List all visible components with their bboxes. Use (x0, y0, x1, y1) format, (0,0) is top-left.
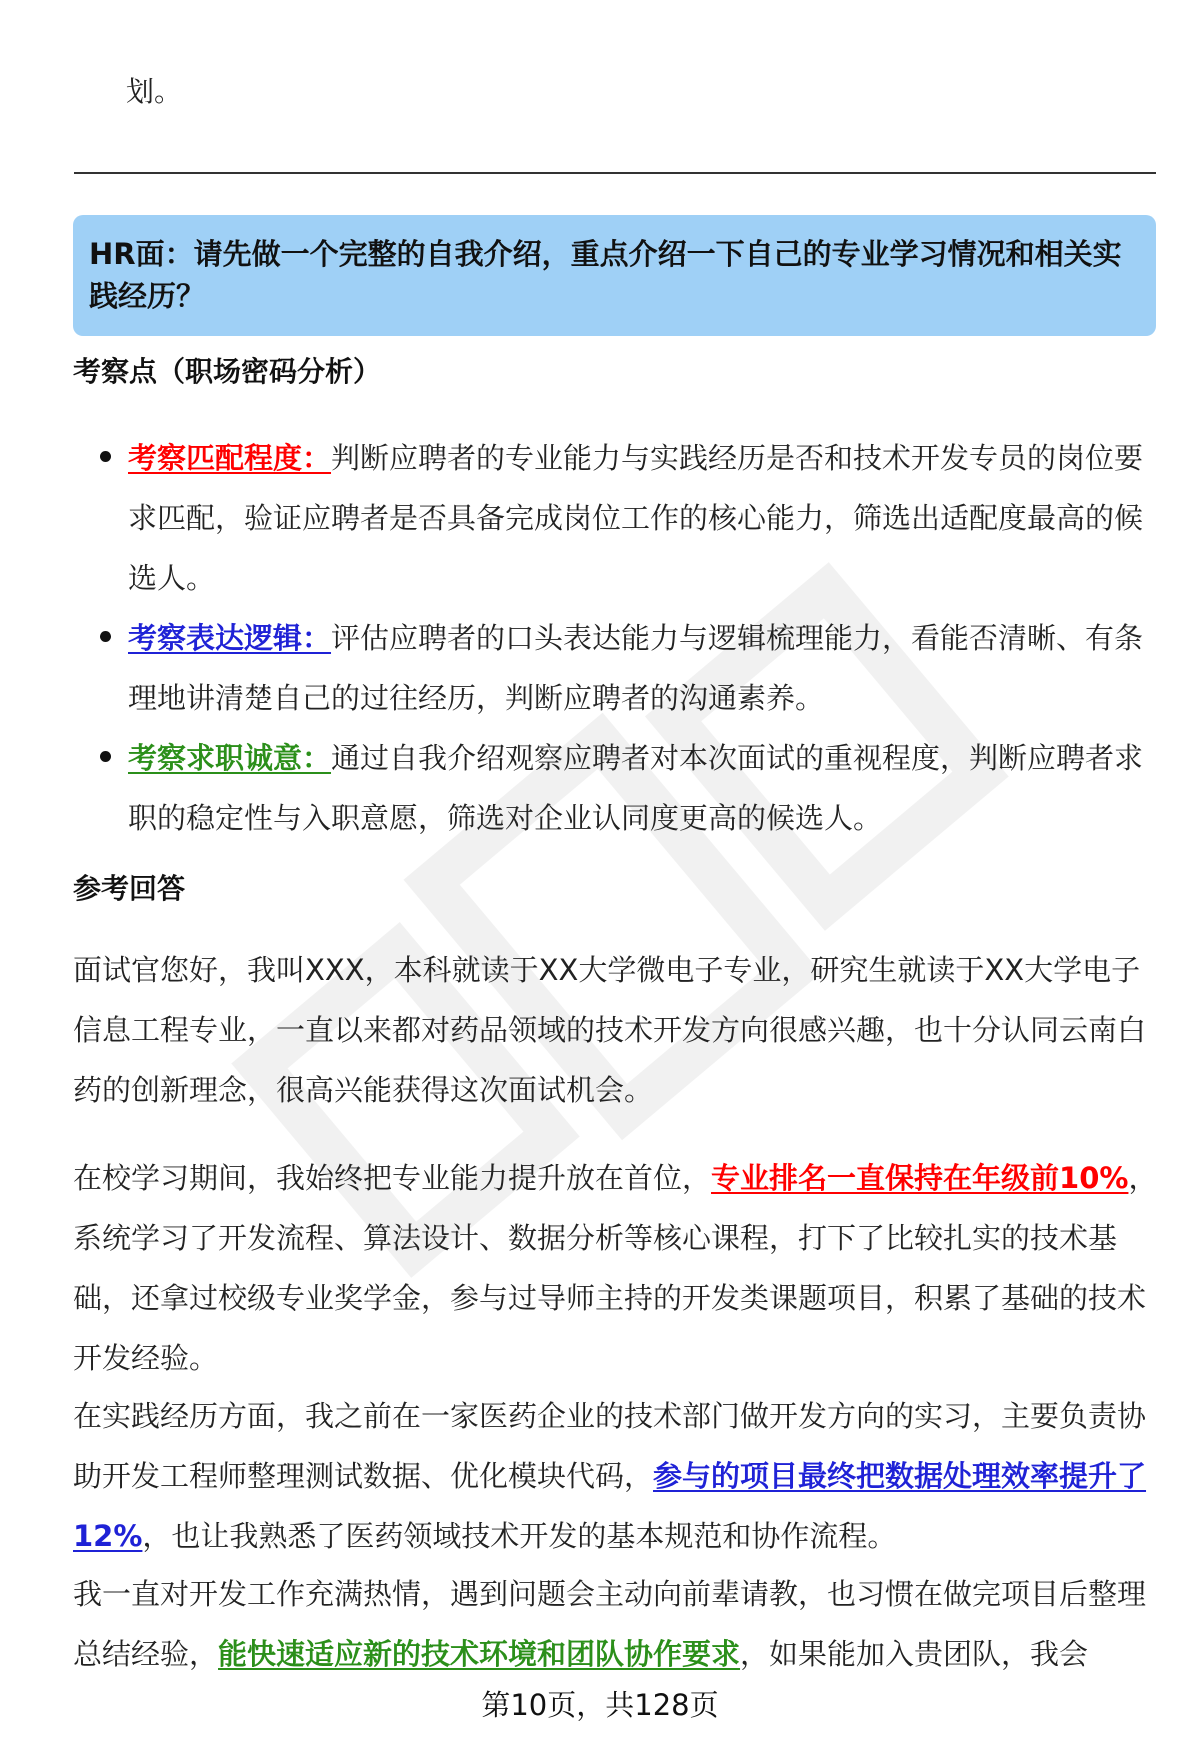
answer-paragraph-2 (73, 1148, 1163, 1388)
answer-paragraph-4 (73, 1564, 1163, 1684)
bullet-text: 判断应聘者的专业能力与实践经历是否和技术开发专员的岗位要求匹配，验证应聘者是否具备完成岗位工作的核心能力，筛选出适配度最高的候选人。 (128, 441, 1144, 595)
paragraph-text: ，也让我熟悉了医药领域技术开发的基本规范和协作流程。 (142, 1519, 897, 1553)
section-title-answer: 参考回答 (73, 872, 186, 905)
paragraph-text: 在实践经历方面，我之前在一家医药企业的技术部门做开发方向的实习，主要负责协助开发工程师整理测试数据、优化模块代码， (73, 1399, 1147, 1493)
bullet-list (73, 428, 1163, 848)
paragraph-text: ，如果能加入贵团队，我会 (740, 1637, 1089, 1671)
paragraph-text: 我一直对开发工作充满热情，遇到问题会主动向前辈请教，也习惯在做完项目后整理总结经验， (73, 1577, 1147, 1671)
highlight-efficiency: 参与的项目最终把数据处理效率提升了12% (73, 1459, 1147, 1553)
bullet-dot-icon (100, 631, 111, 642)
page-number: 第10页，共128页 (481, 1688, 719, 1722)
bullet-keyword: 考察匹配程度： (128, 441, 332, 475)
top-fragment: 划。 (126, 75, 183, 108)
highlight-ranking: 专业排名一直保持在年级前10% (711, 1161, 1129, 1195)
hr-question: HR面：请先做一个完整的自我介绍，重点介绍一下自己的专业学习情况和相关实践经历？ (89, 237, 1122, 313)
list-item (73, 728, 1163, 848)
paragraph-text: 在校学习期间，我始终把专业能力提升放在首位， (73, 1161, 712, 1195)
list-item (73, 608, 1163, 728)
bullet-keyword: 考察表达逻辑： (128, 621, 332, 655)
list-item (73, 428, 1163, 608)
paragraph-text: ，系统学习了开发流程、算法设计、数据分析等核心课程，打下了比较扎实的技术基础，还拿过校级专业奖学金，参与过导师主持的开发类课题项目，积累了基础的技术开发经验。 (73, 1161, 1158, 1375)
bullet-keyword: 考察求职诚意： (128, 741, 332, 775)
answer-paragraph-1: 面试官您好，我叫XXX，本科就读于XX大学微电子专业，研究生就读于XX大学电子信息工程专业，一直以来都对药品领域的技术开发方向很感兴趣，也十分认同云南白药的创新理念，很高兴能获得这次面试机会。 (73, 953, 1147, 1107)
bullet-text: 通过自我介绍观察应聘者对本次面试的重视程度，判断应聘者求职的稳定性与入职意愿，筛选对企业认同度更高的候选人。 (128, 741, 1144, 835)
highlight-adaptability: 能快速适应新的技术环境和团队协作要求 (218, 1637, 741, 1671)
bullet-text: 评估应聘者的口头表达能力与逻辑梳理能力，看能否清晰、有条理地讲清楚自己的过往经历，判断应聘者的沟通素养。 (128, 621, 1144, 715)
bullet-dot-icon (100, 751, 111, 762)
answer-paragraph-3 (73, 1386, 1163, 1566)
bullet-dot-icon (100, 451, 111, 462)
divider (74, 172, 1156, 174)
section-title-points: 考察点（职场密码分析） (73, 355, 382, 388)
question-box (73, 215, 1156, 336)
